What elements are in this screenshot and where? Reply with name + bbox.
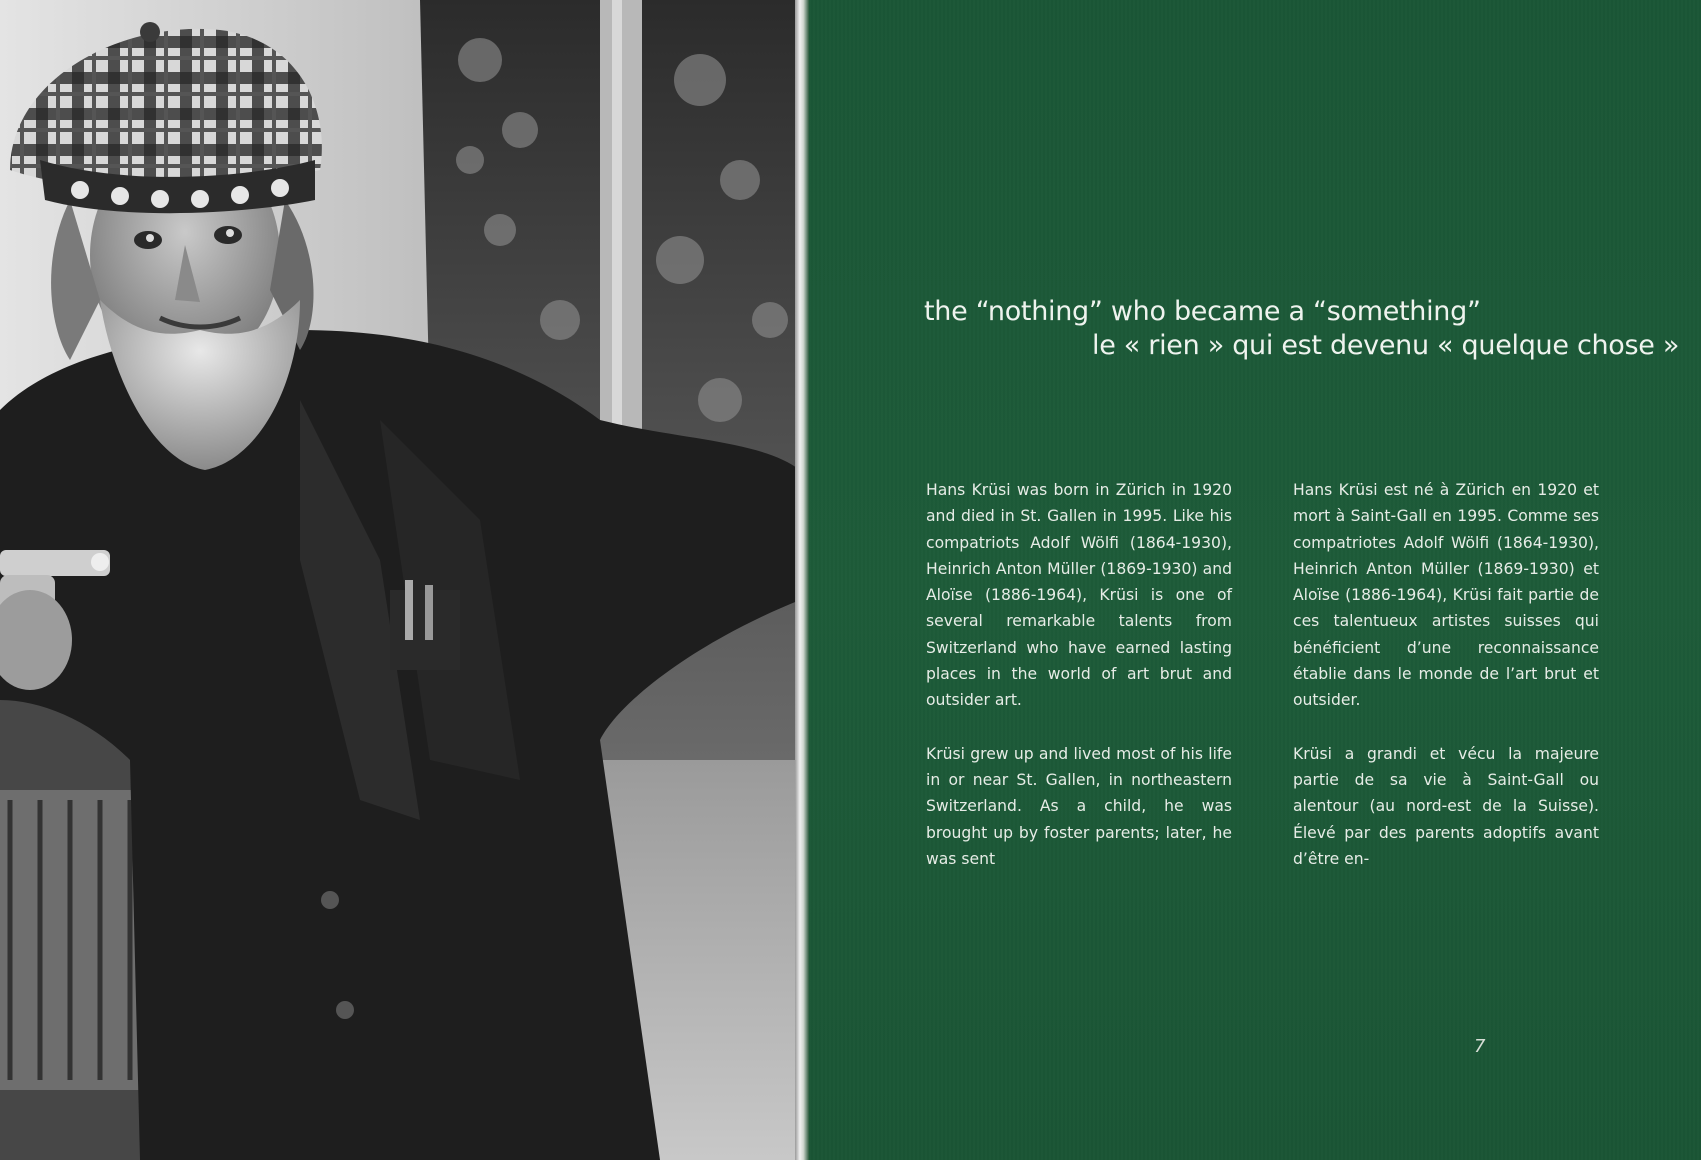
french-paragraph-2: Krüsi a grandi et vécu la majeure partie de sa vie à Saint-Gall ou alentour (au nord-est de la Suisse). Élevé par des parents adoptifs avant d’être en- bbox=[1293, 744, 1599, 868]
heading-english: the “nothing” who became a “something” bbox=[924, 296, 1481, 327]
book-gutter bbox=[795, 0, 809, 1160]
english-paragraph-1: Hans Krüsi was born in Zürich in 1920 and died in St. Gallen in 1995. Like his compatriots Adolf Wölfi (1864-1930), Heinrich Anton Müller (1869-1930) and Aloïse (1886-1964), Krüsi is one of several remarkable talents from Switzerland who have earned lasting places in the world of art brut and outsider art. bbox=[926, 481, 1232, 710]
portrait-photo bbox=[0, 0, 800, 1160]
english-column bbox=[926, 477, 1232, 899]
portrait-illustration bbox=[0, 0, 800, 1160]
english-paragraph-2: Krüsi grew up and lived most of his life in or near St. Gallen, in northeastern Switzerland. As a child, he was brought up by foster parents; later, he was sent bbox=[926, 744, 1232, 868]
page-number: 7 bbox=[1474, 1036, 1486, 1057]
french-column bbox=[1293, 477, 1599, 899]
text-page bbox=[809, 0, 1701, 1160]
heading-french: le « rien » qui est devenu « quelque chose » bbox=[1092, 330, 1680, 361]
french-paragraph-1: Hans Krüsi est né à Zürich en 1920 et mort à Saint-Gall en 1995. Comme ses compatriotes Adolf Wölfi (1864-1930), Heinrich Anton Müller (1869-1930) et Aloïse (1886-1964), Krüsi fait partie de ces talentueux artistes suisses qui bénéficient d’une reconnaissance établie dans le monde de l’art brut et outsider. bbox=[1293, 481, 1599, 710]
